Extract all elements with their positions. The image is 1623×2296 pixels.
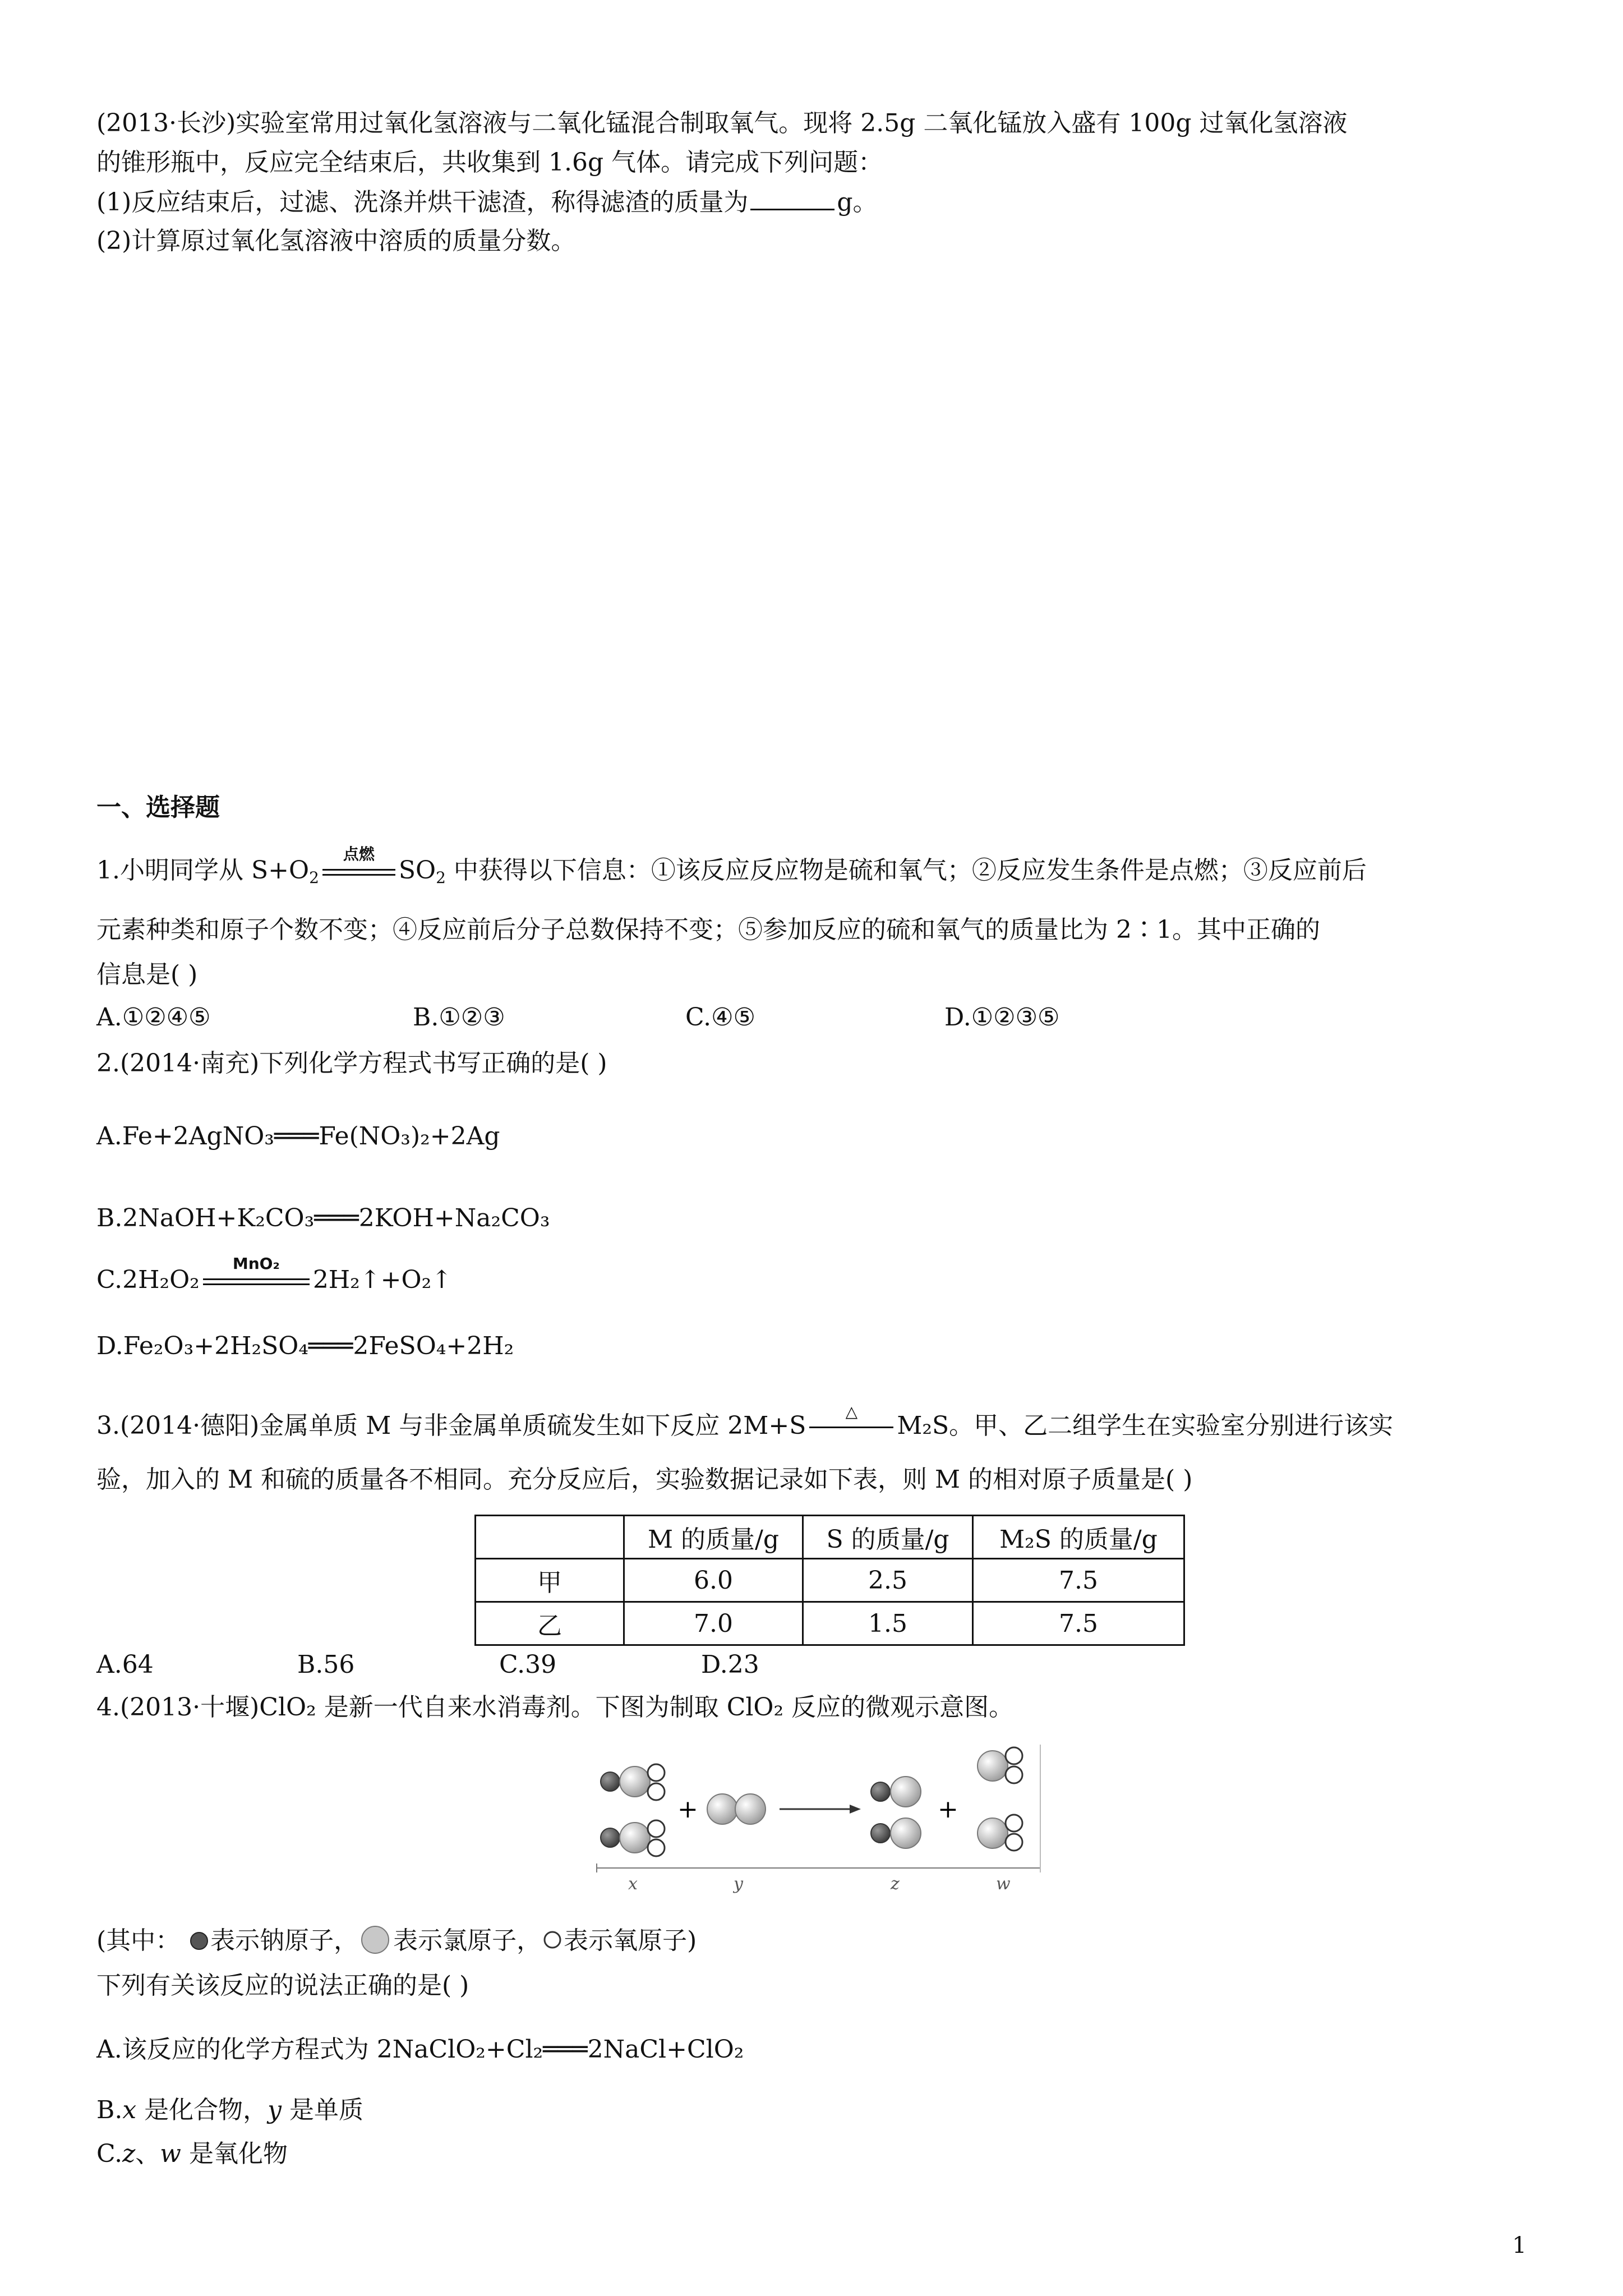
q1-rest: 中获得以下信息：①该反应反应物是硫和氧气；②反应发生条件是点燃；③反应前后: [445, 856, 1367, 885]
table-cell: 乙: [476, 1602, 624, 1645]
q1-line-2: 元素种类和原子个数不变；④反应前后分子总数保持不变；⑤参加反应的硫和氧气的质量比为 2∶1。其中正确的: [96, 915, 1320, 944]
q3-data-table: [474, 1515, 1185, 1646]
q1-product: SO: [398, 856, 436, 885]
q4-option-c: [96, 2139, 288, 2168]
answer-blank: [750, 190, 834, 210]
table-cell: 1.5: [803, 1602, 973, 1645]
q4-option-b: [96, 2098, 363, 2123]
q3-option-b: B.56: [297, 1650, 355, 1679]
intro-q1-unit: g。: [837, 188, 878, 217]
q1-equation-sign: [322, 844, 395, 876]
table-cell: 7.5: [973, 1602, 1184, 1645]
q1-line-1: [96, 844, 1367, 887]
section-title: 一、选择题: [96, 793, 220, 822]
q4-option-a: A.该反应的化学方程式为 2NaClO₂+Cl₂═══2NaCl+ClO₂: [96, 2035, 744, 2064]
table-cell: 6.0: [624, 1559, 803, 1602]
chlorine-atom-icon: [358, 1925, 393, 1954]
q4-legend: [96, 1925, 697, 1954]
q1-line-3: 信息是( ): [96, 960, 198, 989]
label-y: y: [734, 1874, 743, 1893]
q4-question: 下列有关该反应的说法正确的是( ): [96, 1971, 469, 2000]
label-w: w: [996, 1874, 1011, 1893]
table-cell: S 的质量/g: [803, 1516, 973, 1559]
q3-option-d: D.23: [701, 1650, 759, 1679]
q3-equation-sign: [809, 1402, 893, 1428]
q2-c-products: 2H₂↑+O₂↑: [312, 1266, 453, 1294]
page-number: 1: [1512, 2233, 1527, 2258]
oxygen-atom-icon: [541, 1929, 564, 1951]
q2-option-d: D.Fe₂O₃+2H₂SO₄═══2FeSO₄+2H₂: [96, 1332, 514, 1360]
q1-o-sub: 2: [309, 868, 319, 887]
reaction-arrow-icon: [780, 1805, 861, 1814]
intro-q1-text: (1)反应结束后，过滤、洗涤并烘干滤渣，称得滤渣的质量为: [96, 188, 749, 217]
molecule-w-top: [978, 1747, 1022, 1783]
molecule-z-top: [871, 1777, 921, 1807]
table-cell: [476, 1516, 624, 1559]
q1-option-a: A.①②④⑤: [96, 1003, 211, 1032]
q4-c-sep: 、: [135, 2139, 160, 2168]
q3-line-1: [96, 1402, 1394, 1440]
q3-line-2: 验，加入的 M 和硫的质量各不相同。充分反应后，实验数据记录如下表，则 M 的相对原子质量是( ): [96, 1465, 1193, 1494]
label-x: x: [628, 1874, 638, 1893]
q4-c-w: w: [160, 2139, 181, 2168]
q2-option-c: [96, 1254, 453, 1294]
label-z: z: [891, 1874, 900, 1893]
q2-option-a: A.Fe+2AgNO₃═══Fe(NO₃)₂+2Ag: [96, 1122, 500, 1151]
sodium-atom-icon: [188, 1930, 210, 1952]
q3-stem-pre: 3.(2014·德阳)金属单质 M 与非金属单质硫发生如下反应 2M+S: [96, 1411, 806, 1440]
q1-pre: 1.小明同学从 S+O: [96, 856, 310, 885]
legend-sodium: 表示钠原子，: [210, 1926, 359, 1955]
q4-stem: 4.(2013·十堰)ClO₂ 是新一代自来水消毒剂。下图为制取 ClO₂ 反应的微观示意图。: [96, 1693, 1014, 1722]
table-cell: 7.5: [973, 1559, 1184, 1602]
q4-b-x: x: [122, 2096, 137, 2124]
intro-question-1: [96, 190, 878, 215]
plus-sign: +: [677, 1795, 698, 1824]
q4-b-mid: 是化合物，: [136, 2096, 268, 2124]
molecule-z-bottom: [871, 1818, 921, 1848]
plus-sign: +: [938, 1795, 958, 1824]
q3-option-c: C.39: [499, 1650, 557, 1679]
legend-pre: (其中：: [96, 1926, 181, 1955]
table-cell: 2.5: [803, 1559, 973, 1602]
intro-line-1: (2013·长沙)实验室常用过氧化氢溶液与二氧化锰混合制取氧气。现将 2.5g 二氧化锰放入盛有 100g 过氧化氢溶液: [96, 109, 1348, 137]
q2-c-reactant: C.2H₂O₂: [96, 1266, 200, 1294]
q2-c-equation-sign: [203, 1254, 310, 1285]
q2-c-catalyst: MnO₂: [232, 1254, 280, 1273]
table-cell: 甲: [476, 1559, 624, 1602]
table-row: [476, 1516, 1184, 1559]
q4-c-letter: C.: [96, 2139, 123, 2168]
intro-question-2: (2)计算原过氧化氢溶液中溶质的质量分数。: [96, 227, 576, 255]
molecule-x-bottom: [601, 1820, 665, 1856]
q4-c-z: z: [122, 2139, 136, 2168]
q4-b-y: y: [268, 2096, 282, 2124]
legend-oxygen: 表示氧原子): [564, 1926, 697, 1955]
q1-option-b: B.①②③: [413, 1003, 505, 1032]
table-cell: M 的质量/g: [624, 1516, 803, 1559]
table-row: [476, 1602, 1184, 1645]
q3-stem-post: M₂S。甲、乙二组学生在实验室分别进行该实: [897, 1411, 1394, 1440]
molecule-w-bottom: [978, 1815, 1022, 1851]
q1-condition: 点燃: [343, 844, 375, 863]
legend-chlorine: 表示氯原子，: [393, 1926, 542, 1955]
q2-stem: 2.(2014·南充)下列化学方程式书写正确的是( ): [96, 1049, 607, 1078]
q3-heat-symbol: △: [845, 1402, 858, 1421]
q4-b-post: 是单质: [282, 2096, 364, 2124]
q1-option-d: D.①②③⑤: [944, 1003, 1060, 1032]
q1-option-c: C.④⑤: [685, 1003, 755, 1032]
table-cell: 7.0: [624, 1602, 803, 1645]
table-row: [476, 1559, 1184, 1602]
q1-so-sub: 2: [436, 868, 446, 887]
intro-line-2: 的锥形瓶中，反应完全结束后，共收集到 1.6g 气体。请完成下列问题：: [96, 148, 883, 177]
molecule-y: [707, 1794, 766, 1824]
molecule-x-top: [601, 1764, 665, 1800]
table-cell: M₂S 的质量/g: [973, 1516, 1184, 1559]
q2-option-b: B.2NaOH+K₂CO₃═══2KOH+Na₂CO₃: [96, 1204, 550, 1232]
q4-c-post: 是氧化物: [181, 2139, 288, 2168]
q3-option-a: A.64: [96, 1650, 154, 1679]
reaction-diagram: [594, 1739, 1043, 1893]
q4-b-letter: B.: [96, 2096, 123, 2124]
